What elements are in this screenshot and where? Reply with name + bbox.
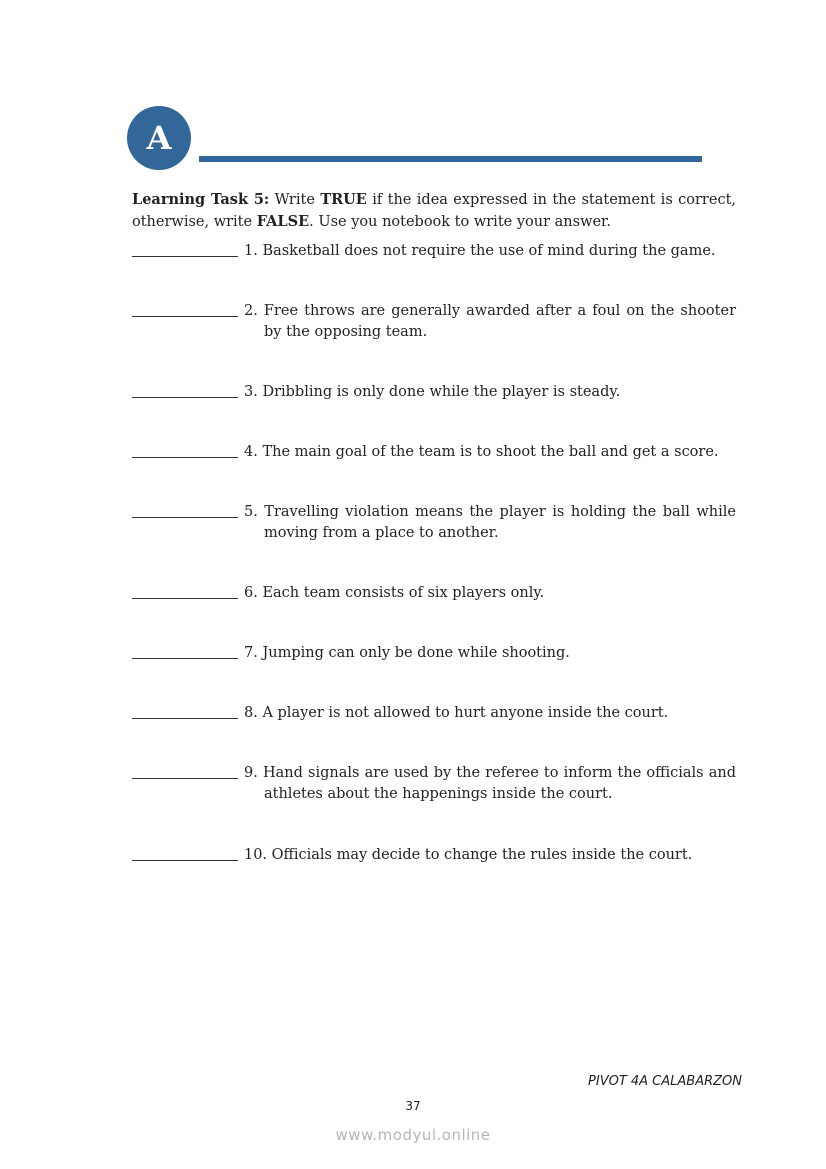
answer-blank[interactable] [132, 763, 238, 779]
question-text: 5. Travelling violation means the player is holding the ball while moving from a place to another. [244, 504, 736, 541]
answer-blank[interactable] [132, 241, 238, 257]
question-text: 3. Dribbling is only done while the player is steady. [244, 384, 621, 400]
footer-label: PIVOT 4A CALABARZON [588, 1074, 742, 1089]
answer-blank[interactable] [132, 845, 238, 861]
question-text: 10. Officials may decide to change the rules inside the court. [244, 847, 693, 863]
question-text: 6. Each team consists of six players only. [244, 585, 545, 601]
section-badge: A [127, 106, 191, 170]
question-text: 4. The main goal of the team is to shoot the ball and get a score. [244, 444, 719, 460]
page-number: 37 [405, 1099, 421, 1113]
answer-blank[interactable] [132, 583, 238, 599]
instruction-text: Write [269, 192, 321, 208]
answer-blank[interactable] [132, 643, 238, 659]
answer-blank[interactable] [132, 442, 238, 458]
question-text: 7. Jumping can only be done while shooting. [244, 645, 570, 661]
instructions [132, 189, 736, 233]
question-text: 8. A player is not allowed to hurt anyone inside the court. [244, 705, 669, 721]
answer-blank[interactable] [132, 502, 238, 518]
true-keyword: TRUE [320, 191, 367, 208]
task-label: Learning Task 5: [132, 191, 270, 208]
answer-blank[interactable] [132, 301, 238, 317]
question-text: 2. Free throws are generally awarded after a foul on the shooter by the opposing team. [244, 303, 736, 340]
question-text: 1. Basketball does not require the use of mind during the game. [244, 243, 716, 259]
instruction-text: . Use you notebook to write your answer. [309, 214, 612, 230]
section-divider [199, 156, 702, 162]
false-keyword: FALSE [256, 213, 310, 230]
answer-blank[interactable] [132, 382, 238, 398]
answer-blank[interactable] [132, 703, 238, 719]
question-text: 9. Hand signals are used by the referee to inform the officials and athletes about the happenings inside the court. [244, 765, 736, 802]
instruction-text: if the idea expressed in the statement is correct, otherwise, write [132, 192, 737, 230]
watermark: www.modyul.online [335, 1126, 491, 1144]
